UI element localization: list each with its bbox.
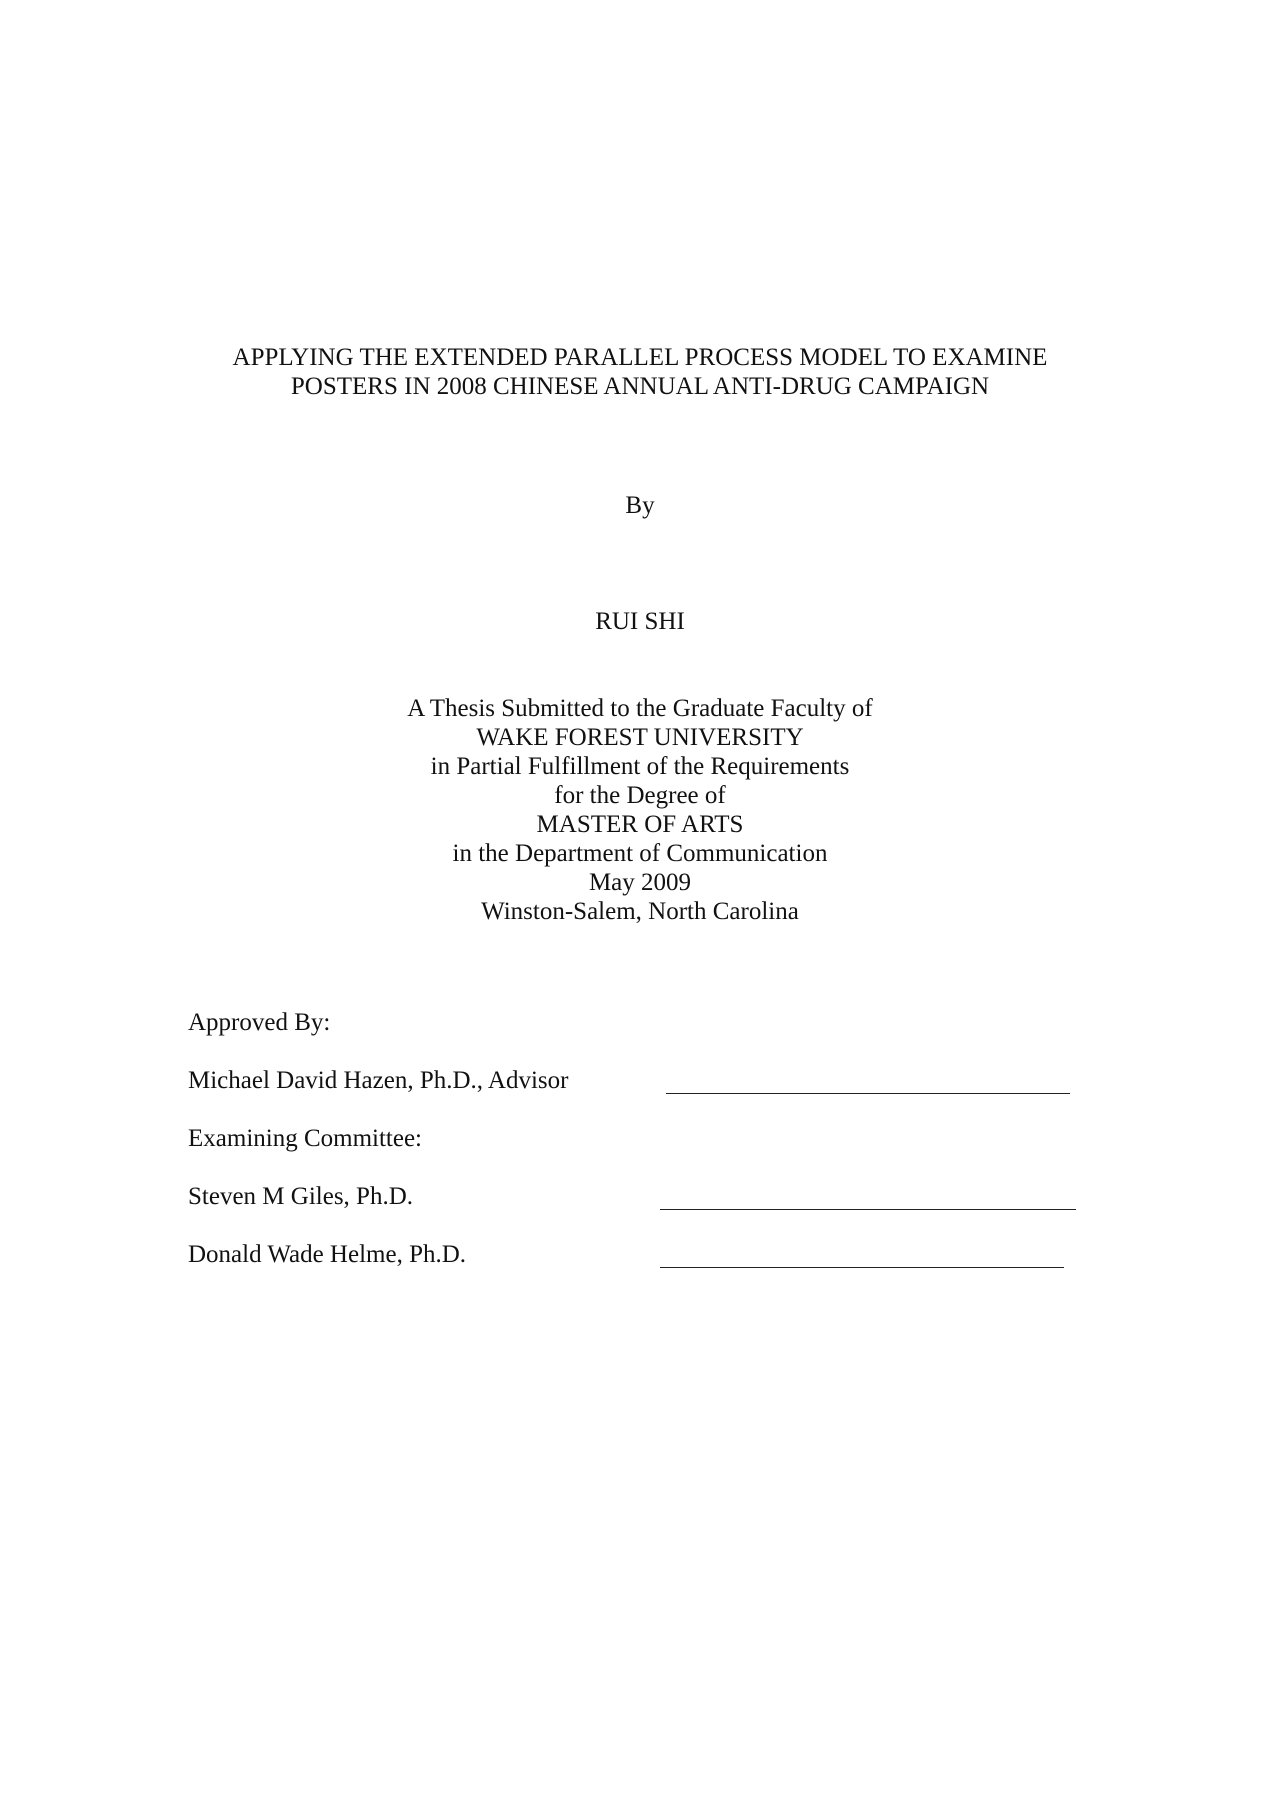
- thesis-title: [0, 343, 1280, 401]
- department-name: in the Department of Communication: [452, 840, 828, 867]
- submission-location: Winston-Salem, North Carolina: [481, 898, 799, 925]
- by-label: By: [625, 492, 655, 519]
- submission-date: May 2009: [588, 869, 692, 896]
- thesis-title-line-1: APPLYING THE EXTENDED PARALLEL PROCESS MODEL TO EXAMINE: [232, 344, 1048, 371]
- advisor-signature-line: [666, 1093, 1070, 1094]
- approved-by-label: Approved By:: [188, 1009, 331, 1036]
- examining-committee-label: Examining Committee:: [188, 1125, 422, 1152]
- degree-name: MASTER OF ARTS: [536, 811, 744, 838]
- submission-line-3: in Partial Fulfillment of the Requirements: [430, 753, 850, 780]
- submission-statement: [0, 694, 1280, 926]
- university-name: WAKE FOREST UNIVERSITY: [476, 724, 804, 751]
- author-name: RUI SHI: [595, 608, 685, 635]
- advisor-name: Michael David Hazen, Ph.D., Advisor: [188, 1067, 569, 1094]
- committee-member-2-name: Donald Wade Helme, Ph.D.: [188, 1241, 467, 1268]
- committee-member-2-signature-line: [660, 1267, 1064, 1268]
- thesis-title-line-2: POSTERS IN 2008 CHINESE ANNUAL ANTI-DRUG CAMPAIGN: [290, 373, 990, 400]
- submission-line-4: for the Degree of: [554, 782, 726, 809]
- submission-line-1: A Thesis Submitted to the Graduate Faculty of: [407, 695, 873, 722]
- committee-member-1-signature-line: [660, 1209, 1076, 1210]
- committee-member-1-name: Steven M Giles, Ph.D.: [188, 1183, 413, 1210]
